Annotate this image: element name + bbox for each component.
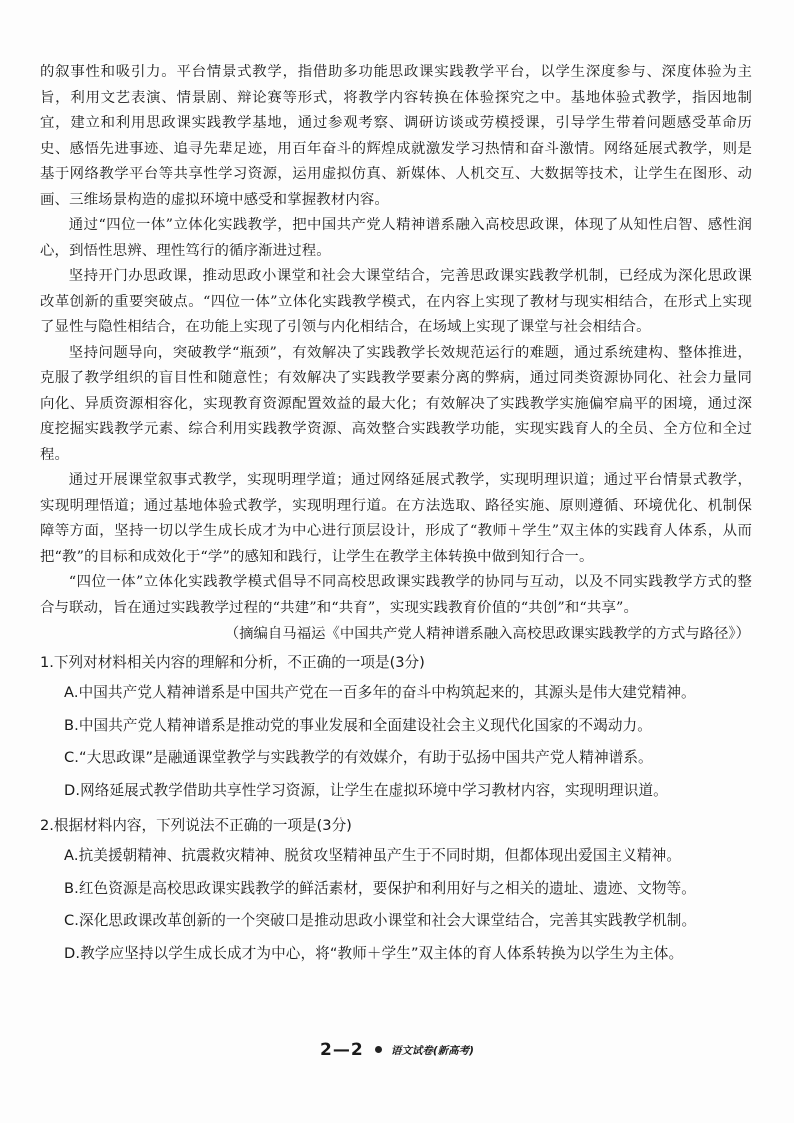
page-number: 2—2	[320, 1040, 364, 1060]
passage-paragraph-2: 通过“四位一体”立体化实践教学，把中国共产党人精神谱系融入高校思政课，体现了从知性启智、感性润心，到悟性思辨、理性笃行的循序渐进过程。	[40, 217, 752, 259]
option-a: A.抗美援朝精神、抗震救灾精神、脱贫攻坚精神虽产生于不同时期，但都体现出爱国主义精神。	[64, 847, 682, 864]
passage-citation: （摘编自马福运《中国共产党人精神谱系融入高校思政课实践教学的方式与路径》）	[224, 626, 750, 642]
page-footer	[0, 1040, 794, 1060]
question-2	[40, 812, 752, 970]
passage-paragraph-5: 通过开展课堂叙事式教学，实现明理学道；通过网络延展式教学，实现明理识道；通过平台情景式教学，实现明理悟道；通过基地体验式教学，实现明理行道。在方法选取、路径实施、原则遵循、环境优化、机制保障等方面，坚持一切以学生成长成才为中心进行顶层设计，形成了“教师＋学生”双主体的实践育人体系，从而把“教”的目标和成效化于“学”的感知和践行，让学生在教学主体转换中做到知行合一。	[40, 472, 752, 565]
option-d: D.教学应坚持以学生成长成才为中心，将“教师＋学生”双主体的育人体系转换为以学生为主体。	[64, 944, 684, 962]
option-c: C.深化思政课改革创新的一个突破口是推动思政小课堂和社会大课堂结合，完善其实践教学机制。	[64, 912, 697, 929]
passage-paragraph-4: 坚持问题导向，突破教学“瓶颈”，有效解决了实践教学长效规范运行的难题，通过系统建构、整体推进，克服了教学组织的盲目性和随意性；有效解决了实践教学要素分离的弊病，通过同类资源协同化、社会力量同向化、异质资源相容化，实现教育资源配置效益的最大化；有效解决了实践教学实施偏窄扁平的困境，通过深度挖掘实践教学元素、综合利用实践教学资源、高效整合实践教学功能，实现实践育人的全员、全方位和全过程。	[40, 344, 752, 463]
question-stem: 2.根据材料内容，下列说法不正确的一项是(3分)	[40, 817, 352, 834]
option-d: D.网络延展式教学借助共享性学习资源，让学生在虚拟环境中学习教材内容，实现明理识道。	[64, 781, 668, 799]
passage-paragraph-6: “四位一体”立体化实践教学模式倡导不同高校思政课实践教学的协同与互动，以及不同实践教学方式的整合与联动，旨在通过实践教学过程的“共建”和“共育”，实现实践教育价值的“共创”和“共享”。	[40, 574, 752, 616]
passage-paragraph-1: 的叙事性和吸引力。平台情景式教学，指借助多功能思政课实践教学平台，以学生深度参与、深度体验为主旨，利用文艺表演、情景剧、辩论赛等形式，将教学内容转换在体验探究之中。基地体验式教学，指因地制宜，建立和利用思政课实践教学基地，通过参观考察、调研访谈或劳模授课，引导学生带着问题感受革命历史、感悟先进事迹、追寻先辈足迹，用百年奋斗的辉煌成就激发学习热情和奋斗激情。网络延展式教学，则是基于网络教学平台等共享性学习资源，运用虚拟仿真、新媒体、人机交互、大数据等技术，让学生在图形、动画、三维场景构造的虚拟环境中感受和掌握教材内容。	[40, 64, 752, 208]
paper-label: 语文试卷(新高考)	[390, 1045, 474, 1057]
passage-paragraph-3: 坚持开门办思政课，推动思政小课堂和社会大课堂结合，完善思政课实践教学机制，已经成为深化思政课改革创新的重要突破点。“四位一体”立体化实践教学模式，在内容上实现了教材与现实相结合，在形式上实现了显性与隐性相结合，在功能上实现了引领与内化相结合，在场域上实现了课堂与社会相结合。	[40, 268, 752, 335]
question-1	[40, 649, 752, 807]
reading-passage	[40, 60, 752, 648]
option-a: A.中国共产党人精神谱系是中国共产党在一百多年的奋斗中构筑起来的，其源头是伟大建党精神。	[64, 684, 696, 701]
question-stem: 1.下列对材料相关内容的理解和分析，不正确的一项是(3分)	[40, 654, 425, 671]
page-content	[40, 60, 752, 970]
option-b: B.红色资源是高校思政课实践教学的鲜活素材，要保护和利用好与之相关的遗址、遗迹、文物等。	[64, 879, 696, 897]
bullet-icon	[375, 1046, 382, 1053]
option-c: C.“大思政课”是融通课堂教学与实践教学的有效媒介，有助于弘扬中国共产党人精神谱系。	[64, 749, 653, 766]
option-b: B.中国共产党人精神谱系是推动党的事业发展和全面建设社会主义现代化国家的不竭动力。	[64, 716, 652, 734]
